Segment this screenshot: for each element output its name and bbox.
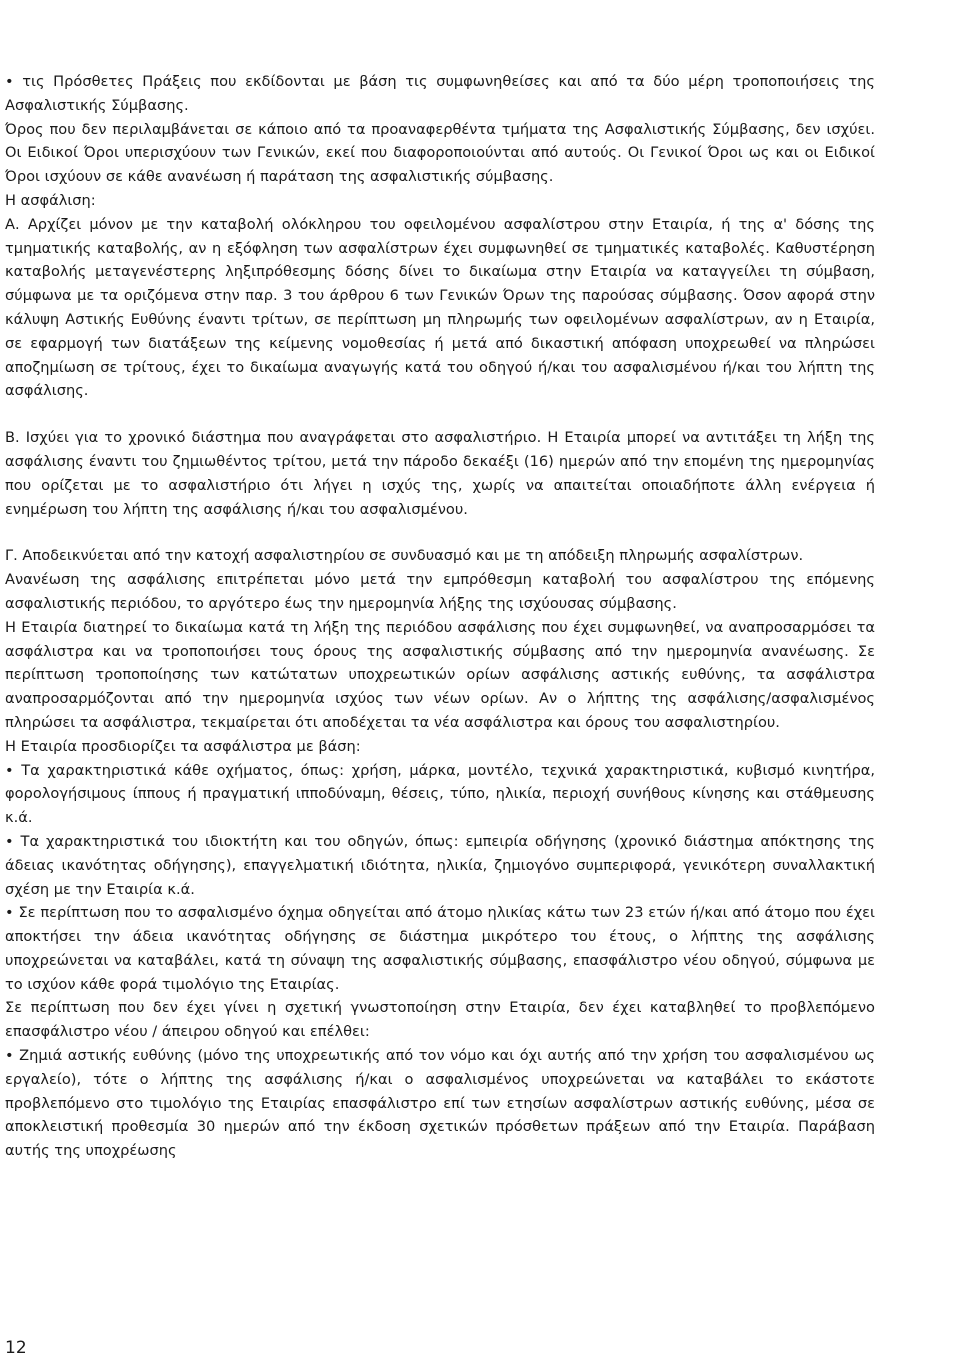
paragraph-spacer [5, 521, 875, 544]
page-number: 12 [5, 1338, 27, 1358]
paragraph-insurance-heading: Η ασφάλιση: [5, 191, 96, 209]
bottom-section [5, 544, 875, 1163]
paragraph-premium-adjustment: Η Εταιρία διατηρεί το δικαίωμα κατά τη λήξη της περιόδου ασφάλισης που έχει συμφωνηθεί, να αναπροσαρμόσει τα ασφάλιστρα και να τροποποιήσει τους όρους της ασφαλιστικής σύμβασης από την ημερομηνία ανανέωσης. Σε περίπτωση τροποποίησης των κατώτατων υποχρεωτικών ορίων ασφάλισης αστικής ευθύνης, τα ασφάλιστρα αναπροσαρμόζονται από την ημερομηνία ισχύος των νέων ορίων. Αν ο λήπτης της ασφάλισης/ασφαλισμένος πληρώσει τα ασφάλιστρα, τεκμαίρεται ότι αποδέχεται τα νέα ασφάλιστρα και όρους του ασφαλιστηρίου. [5, 618, 875, 731]
paragraph-additional-acts: • τις Πρόσθετες Πράξεις που εκδίδονται με βάση τις συμφωνηθείσες και από τα δύο μέρη τροποποιήσεις της Ασφαλιστικής Σύμβασης. [5, 70, 875, 118]
paragraph-clause-a: Α. Αρχίζει μόνον με την καταβολή ολόκληρου του οφειλομένου ασφαλίστρου στην Εταιρία, ή της α' δόσης της τμηματικής καταβολής, αν η εξόφληση των ασφαλίστρων έχει συμφωνηθεί σε τμηματικές καταβολές. Καθυστέρηση καταβολής μεταγενέστερης ληξιπρόθεσμης δόσης δίνει το δικαίωμα στην Εταιρία να καταγγείλει τη σύμβαση, σύμφωνα με τα οριζόμενα στην παρ. 3 του άρθρου 6 των Γενικών Όρων της παρούσας σύμβασης. Όσον αφορά στην κάλυψη Αστικής Ευθύνης έναντι τρίτων, σε περίπτωση μη πληρωμής των οφειλομένων ασφαλίστρων, αν η Εταιρία, σε εφαρμογή των διατάξεων της κείμενης νομοθεσίας ή μετά από δικαστική απόφαση υποχρεωθεί να πληρώσει αποζημίωση σε τρίτους, έχει το δικαίωμα αναγωγής κατά του οδηγού ή/και του ασφαλισμένου ή/και του λήπτη της ασφάλισης. [5, 215, 875, 400]
top-section [5, 70, 875, 403]
paragraph-clause-c: Γ. Αποδεικνύεται από την κατοχή ασφαλιστηρίου σε συνδυασμό και με τη απόδειξη πληρωμής ασφαλίστρων. [5, 547, 804, 565]
paragraph-spacer [5, 403, 875, 426]
paragraph-terms-validity: Όρος που δεν περιλαμβάνεται σε κάποιο από τα προαναφερθέντα τμήματα της Ασφαλιστικής Σύμβασης, δεν ισχύει. Οι Ειδικοί Όροι υπερισχύουν των Γενικών, εκεί που διαφοροποιούνται από αυτούς. Οι Γενικοί Όροι ως και οι Ειδικοί Όροι ισχύουν σε κάθε ανανέωση ή παράταση της ασφαλιστικής σύμβασης. [5, 120, 875, 186]
bullet-young-driver: • Σε περίπτωση που το ασφαλισμένο όχημα οδηγείται από άτομο ηλικίας κάτω των 23 ετών ή/και από άτομο που έχει αποκτήσει την άδεια ικανότητας οδήγησης σε διάστημα μικρότερο του έτους, ο λήπτης της ασφάλισης υποχρεώνεται να καταβάλει, κατά τη σύναψη της ασφαλιστικής σύμβασης, επασφάλιστρο νέου οδηγού, σύμφωνα με το ισχύον κάθε φορά τιμολόγιο της Εταιρίας. [5, 901, 875, 996]
document-page [5, 70, 875, 1163]
bullet-driver-characteristics: • Τα χαρακτηριστικά του ιδιοκτήτη και του οδηγών, όπως: εμπειρία οδήγησης (χρονικό διάστημα απόκτησης της άδειας ικανότητας οδήγησης), επαγγελματική ιδιότητα, ηλικία, ζημιογόνο συμπεριφορά, γενικότερη συναλλακτική σχέση με την Εταιρία κ.ά. [5, 830, 875, 901]
bullet-vehicle-characteristics: • Τα χαρακτηριστικά κάθε οχήματος, όπως: χρήση, μάρκα, μοντέλο, τεχνικά χαρακτηριστικά, κυβισμό κινητήρα, φορολογήσιμους ίππους ή πραγματική ιπποδύναμη, θέσεις, τύπο, ηλικία, περιοχή συνήθους κίνησης και στάθμευσης κ.ά. [5, 759, 875, 830]
paragraph-clause-b: Β. Ισχύει για το χρονικό διάστημα που αναγράφεται στο ασφαλιστήριο. Η Εταιρία μπορεί να αντιτάξει τη λήξη της ασφάλισης έναντι του ζημιωθέντος τρίτου, μετά την πάροδο δεκαέξι (16) ημερών από την επομένη της ημερομηνίας που ορίζεται με το ασφαλιστήριο ότι λήγει η ισχύς της, χωρίς να απαιτείται οποιαδήποτε άλλη ενέργεια ή ενημέρωση του λήπτη της ασφάλισης ή/και του ασφαλισμένου. [5, 429, 875, 518]
bullet-liability-damage: • Ζημιά αστικής ευθύνης (μόνο της υποχρεωτικής από τον νόμο και όχι αυτής από την χρήση του ασφαλισμένου ως εργαλείο), τότε ο λήπτης της ασφάλισης ή/και ο ασφαλισμένος υποχρεώνεται να καταβάλει το εκάστοτε προβλεπόμενο στο τιμολόγιο της Εταιρίας επασφάλιστρο επί των ετησίων ασφαλίστρων αστικής ευθύνης, μέσα σε αποκλειστική προθεσμία 30 ημερών από την έκδοση σχετικών πρόσθετων πράξεων από την Εταιρία. Παράβαση αυτής της υποχρέωσης [5, 1044, 875, 1163]
paragraph-premium-basis: Η Εταιρία προσδιορίζει τα ασφάλιστρα με βάση: [5, 737, 361, 755]
paragraph-no-notification: Σε περίπτωση που δεν έχει γίνει η σχετική γνωστοποίηση στην Εταιρία, δεν έχει καταβληθεί το προβλεπόμενο επασφάλιστρο νέου / άπειρου οδηγού και επέλθει: [5, 999, 875, 1041]
paragraph-renewal: Ανανέωση της ασφάλισης επιτρέπεται μόνο μετά την εμπρόθεσμη καταβολή του ασφαλίστρου της επόμενης ασφαλιστικής περιόδου, το αργότερο έως την ημερομηνία λήξης της ισχύουσας σύμβασης. [5, 571, 875, 612]
